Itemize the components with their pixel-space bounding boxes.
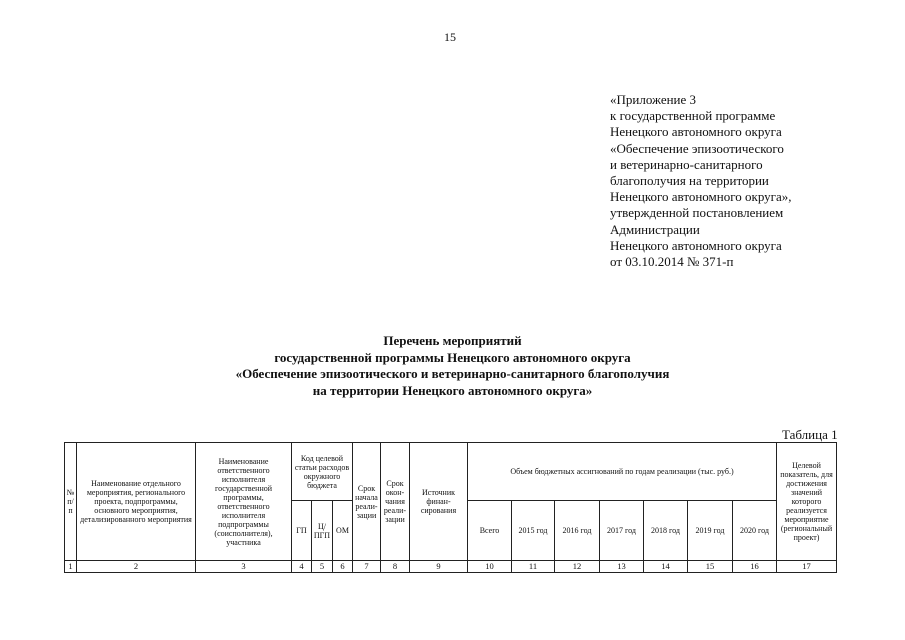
column-number-row bbox=[65, 561, 837, 573]
appendix-line: Ненецкого автономного округа bbox=[610, 237, 782, 253]
header-start: Срок начала реали-зации bbox=[353, 443, 381, 561]
column-number: 5 bbox=[312, 561, 333, 573]
column-number: 2 bbox=[77, 561, 196, 573]
column-number: 10 bbox=[468, 561, 512, 573]
column-number: 14 bbox=[644, 561, 688, 573]
header-total: Всего bbox=[468, 501, 512, 561]
appendix-line: Ненецкого автономного округа», bbox=[610, 189, 792, 205]
column-number: 6 bbox=[333, 561, 353, 573]
header-code-cpgp: Ц/ПГП bbox=[312, 501, 333, 561]
header-year-2018: 2018 год bbox=[644, 501, 688, 561]
column-number: 17 bbox=[777, 561, 837, 573]
column-number: 11 bbox=[512, 561, 555, 573]
header-executor: Наименование ответственного исполнителя государственной программы, ответственного исполнителя подпрограммы (соисполнителя), участника bbox=[196, 443, 292, 561]
appendix-line: «Приложение 3 bbox=[610, 92, 697, 107]
appendix-line: утвержденной постановлением bbox=[610, 205, 784, 221]
title-line: на территории Ненецкого автономного округа» bbox=[312, 382, 593, 398]
header-num: № п/п bbox=[65, 443, 77, 561]
column-number: 8 bbox=[381, 561, 410, 573]
appendix-line: благополучия на территории bbox=[610, 173, 769, 189]
header-budget: Объем бюджетных ассигнований по годам реализации (тыс. руб.) bbox=[468, 443, 777, 501]
header-source: Источник финан-сирования bbox=[410, 443, 468, 561]
column-number: 9 bbox=[410, 561, 468, 573]
title-line: государственной программы Ненецкого автономного округа bbox=[274, 349, 631, 365]
header-year-2020: 2020 год bbox=[733, 501, 777, 561]
header-year-2015: 2015 год bbox=[512, 501, 555, 561]
appendix-line: «Обеспечение эпизоотического bbox=[610, 140, 784, 156]
table-label: Таблица 1 bbox=[782, 427, 838, 442]
header-target: Целевой показатель, для достижения значений которого реализуется мероприятие (региональный проект) bbox=[777, 443, 837, 561]
appendix-line: и ветеринарно-санитарного bbox=[610, 156, 763, 172]
header-code: Код целевой статьи расходов окружного бюджета bbox=[292, 443, 353, 501]
header-year-2016: 2016 год bbox=[555, 501, 600, 561]
document-title bbox=[150, 333, 755, 399]
appendix-note bbox=[610, 92, 870, 270]
header-year-2019: 2019 год bbox=[688, 501, 733, 561]
title-line: Перечень мероприятий bbox=[383, 333, 522, 348]
page-number: 15 bbox=[444, 30, 456, 44]
activities-table bbox=[64, 442, 837, 573]
column-number: 3 bbox=[196, 561, 292, 573]
header-year-2017: 2017 год bbox=[600, 501, 644, 561]
column-number: 12 bbox=[555, 561, 600, 573]
header-end: Срок окон-чания реали-зации bbox=[381, 443, 410, 561]
appendix-line: Администрации bbox=[610, 221, 700, 237]
header-code-gp: ГП bbox=[292, 501, 312, 561]
column-number: 7 bbox=[353, 561, 381, 573]
column-number: 4 bbox=[292, 561, 312, 573]
title-line: «Обеспечение эпизоотического и ветеринарно-санитарного благополучия bbox=[235, 366, 670, 381]
appendix-line: Ненецкого автономного округа bbox=[610, 124, 782, 140]
header-code-om: ОМ bbox=[333, 501, 353, 561]
column-number: 15 bbox=[688, 561, 733, 573]
appendix-line: от 03.10.2014 № 371-п bbox=[610, 254, 734, 270]
appendix-line: к государственной программе bbox=[610, 108, 776, 124]
column-number: 16 bbox=[733, 561, 777, 573]
header-name: Наименование отдельного мероприятия, регионального проекта, подпрограммы, основного мероприятия, детализированного мероприятия bbox=[77, 443, 196, 561]
column-number: 13 bbox=[600, 561, 644, 573]
column-number: 1 bbox=[65, 561, 77, 573]
